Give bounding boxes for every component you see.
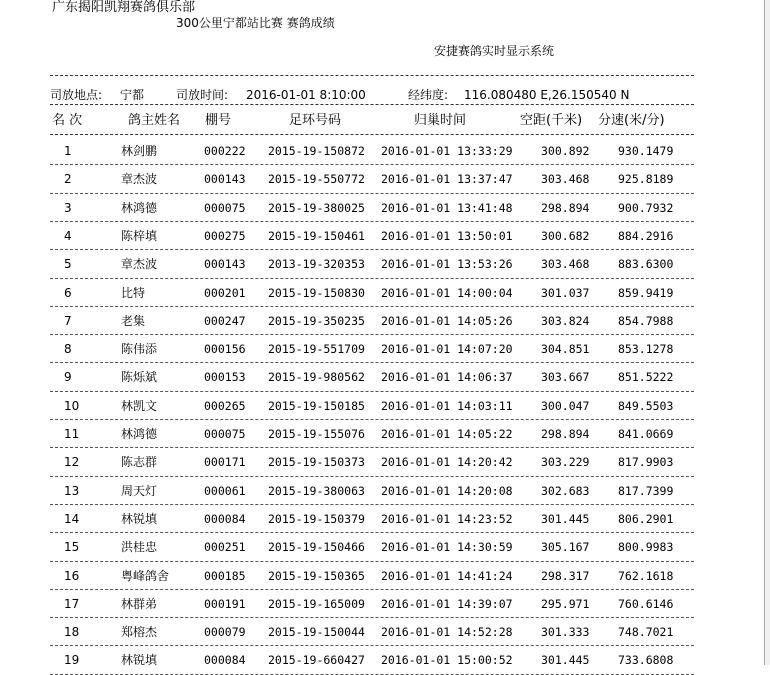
cell-ring: 2015-19-380025	[268, 200, 365, 215]
cell-name: 林鸿德	[121, 427, 158, 441]
cell-dist: 305.167	[541, 540, 590, 555]
cell-speed: 854.7988	[618, 313, 674, 328]
cell-rank: 5	[64, 257, 72, 272]
cell-name: 林群弟	[121, 596, 158, 611]
table-row	[0, 307, 764, 335]
cell-dist: 301.445	[541, 511, 590, 526]
cell-loft: 000143	[204, 257, 246, 272]
cell-rank: 1	[64, 144, 72, 158]
cell-rank: 3	[64, 200, 72, 215]
table-row	[0, 590, 764, 618]
release-time: 2016-01-01 8:10:00	[246, 88, 366, 102]
cell-ring: 2015-19-350235	[268, 313, 365, 328]
table-row	[0, 335, 764, 363]
cell-ring: 2015-19-150185	[268, 398, 365, 413]
cell-name: 章杰波	[121, 172, 158, 187]
col-header-rank: 名 次	[52, 113, 83, 128]
table-row	[0, 646, 764, 674]
cell-ring: 2015-19-150830	[268, 285, 365, 300]
cell-speed: 851.5222	[618, 370, 674, 385]
cell-loft: 000084	[204, 653, 246, 668]
cell-time: 2016-01-01 14:06:37	[381, 370, 513, 385]
cell-time: 2016-01-01 14:52:28	[381, 625, 513, 640]
cell-time: 2016-01-01 13:50:01	[381, 228, 513, 243]
cell-name: 林鸿德	[121, 200, 158, 215]
cell-dist: 298.894	[541, 200, 590, 215]
cell-loft: 000075	[204, 200, 246, 215]
cell-loft: 000061	[204, 483, 246, 498]
release-place-label: 司放地点:	[50, 88, 103, 102]
cell-ring: 2015-19-150872	[268, 144, 365, 158]
cell-time: 2016-01-01 15:00:52	[381, 653, 513, 668]
table-row	[0, 618, 764, 646]
cell-speed: 817.7399	[618, 483, 674, 498]
cell-rank: 13	[64, 483, 80, 498]
col-header-speed: 分速(米/分)	[598, 113, 665, 128]
cell-ring: 2015-19-165009	[268, 596, 365, 611]
cell-name: 陈烁斌	[121, 370, 158, 385]
divider-info	[50, 104, 694, 105]
cell-speed: 733.6808	[618, 653, 674, 668]
cell-name: 林剑鹏	[121, 144, 158, 158]
cell-speed: 883.6300	[618, 257, 674, 272]
release-place: 宁都	[120, 88, 145, 102]
cell-name: 林锐填	[121, 653, 158, 668]
table-row	[0, 562, 764, 590]
cell-time: 2016-01-01 13:33:29	[381, 144, 513, 158]
table-row	[0, 194, 764, 222]
cell-name: 周天灯	[121, 483, 158, 498]
cell-dist: 300.047	[541, 398, 590, 413]
cell-loft: 000201	[204, 285, 246, 300]
cell-dist: 303.667	[541, 370, 590, 385]
cell-time: 2016-01-01 14:39:07	[381, 596, 513, 611]
table-row	[0, 137, 764, 165]
table-row	[0, 477, 764, 505]
cell-rank: 8	[64, 342, 72, 357]
cell-loft: 000171	[204, 455, 246, 470]
cell-name: 陈伟添	[121, 342, 158, 357]
cell-time: 2016-01-01 13:53:26	[381, 257, 513, 272]
cell-dist: 303.824	[541, 313, 590, 328]
cell-rank: 11	[64, 427, 80, 441]
cell-name: 粤峰鸽舍	[121, 568, 170, 583]
cell-speed: 859.9419	[618, 285, 674, 300]
table-row	[0, 250, 764, 278]
cell-speed: 925.8189	[618, 172, 674, 187]
cell-loft: 000251	[204, 540, 246, 555]
cell-rank: 7	[64, 313, 72, 328]
cell-loft: 000143	[204, 172, 246, 187]
cell-ring: 2015-19-551709	[268, 342, 365, 357]
cell-rank: 2	[64, 172, 72, 187]
cell-loft: 000265	[204, 398, 246, 413]
cell-rank: 6	[64, 285, 72, 300]
col-header-time: 归巢时间	[414, 113, 467, 128]
cell-ring: 2015-19-550772	[268, 172, 365, 187]
cell-speed: 760.6146	[618, 596, 674, 611]
table-row	[0, 165, 764, 193]
cell-speed: 853.1278	[618, 342, 674, 357]
cell-ring: 2015-19-150379	[268, 511, 365, 526]
col-header-loft: 棚号	[205, 113, 232, 128]
cell-dist: 295.971	[541, 596, 590, 611]
cell-speed: 930.1479	[618, 144, 674, 158]
table-row	[0, 279, 764, 307]
cell-time: 2016-01-01 14:00:04	[381, 285, 513, 300]
cell-time: 2016-01-01 14:03:11	[381, 398, 513, 413]
cell-ring: 2015-19-155076	[268, 427, 365, 441]
system-title: 安捷赛鸽实时显示系统	[434, 44, 555, 58]
cell-speed: 748.7021	[618, 625, 674, 640]
cell-rank: 16	[64, 568, 80, 583]
divider-header	[50, 134, 694, 135]
cell-rank: 14	[64, 511, 80, 526]
cell-rank: 12	[64, 455, 80, 470]
table-row	[0, 533, 764, 561]
cell-dist: 303.468	[541, 172, 590, 187]
cell-dist: 303.229	[541, 455, 590, 470]
col-header-name: 鸽主姓名	[128, 113, 181, 128]
cell-ring: 2015-19-660427	[268, 653, 365, 668]
cell-name: 郑榕杰	[121, 625, 158, 640]
cell-name: 洪桂忠	[121, 540, 158, 555]
cell-time: 2016-01-01 13:41:48	[381, 200, 513, 215]
cell-speed: 800.9983	[618, 540, 674, 555]
cell-speed: 849.5503	[618, 398, 674, 413]
cell-ring: 2015-19-150466	[268, 540, 365, 555]
cell-rank: 10	[64, 398, 80, 413]
cell-loft: 000222	[204, 144, 246, 158]
cell-loft: 000191	[204, 596, 246, 611]
cell-time: 2016-01-01 14:07:20	[381, 342, 513, 357]
table-row	[0, 392, 764, 420]
cell-dist: 302.683	[541, 483, 590, 498]
cell-rank: 19	[64, 653, 80, 668]
cell-ring: 2015-19-150461	[268, 228, 365, 243]
race-title: 300公里宁都站比赛 赛鸽成绩	[176, 16, 335, 30]
cell-dist: 300.892	[541, 144, 590, 158]
release-time-label: 司放时间:	[176, 88, 229, 102]
cell-dist: 301.037	[541, 285, 590, 300]
cell-loft: 000275	[204, 228, 246, 243]
cell-time: 2016-01-01 14:20:42	[381, 455, 513, 470]
cell-loft: 000247	[204, 313, 246, 328]
cell-dist: 300.682	[541, 228, 590, 243]
cell-rank: 17	[64, 596, 80, 611]
cell-name: 林锐填	[121, 511, 158, 526]
cell-rank: 18	[64, 625, 80, 640]
cell-name: 林凯文	[121, 398, 158, 413]
cell-ring: 2015-19-150044	[268, 625, 365, 640]
table-row	[0, 420, 764, 448]
cell-dist: 301.333	[541, 625, 590, 640]
cell-time: 2016-01-01 14:05:22	[381, 427, 513, 441]
cell-dist: 301.445	[541, 653, 590, 668]
cell-ring: 2015-19-980562	[268, 370, 365, 385]
cell-time: 2016-01-01 14:05:26	[381, 313, 513, 328]
divider-top	[50, 75, 694, 76]
cell-rank: 4	[64, 228, 72, 243]
coords: 116.080480 E,26.150540 N	[464, 88, 630, 102]
cell-time: 2016-01-01 14:20:08	[381, 483, 513, 498]
cell-dist: 304.851	[541, 342, 590, 357]
cell-name: 章杰波	[121, 257, 158, 272]
cell-loft: 000079	[204, 625, 246, 640]
cell-ring: 2015-19-380063	[268, 483, 365, 498]
col-header-ring: 足环号码	[289, 113, 342, 128]
cell-speed: 900.7932	[618, 200, 674, 215]
cell-loft: 000075	[204, 427, 246, 441]
club-title: 广东揭阳凯翔赛鸽俱乐部	[52, 0, 196, 15]
cell-time: 2016-01-01 14:41:24	[381, 568, 513, 583]
cell-time: 2016-01-01 14:30:59	[381, 540, 513, 555]
coords-label: 经纬度:	[408, 88, 449, 102]
cell-name: 陈梓填	[121, 228, 158, 243]
table-row	[0, 505, 764, 533]
cell-time: 2016-01-01 14:23:52	[381, 511, 513, 526]
cell-dist: 298.894	[541, 427, 590, 441]
cell-speed: 884.2916	[618, 228, 674, 243]
cell-dist: 298.317	[541, 568, 590, 583]
cell-loft: 000153	[204, 370, 246, 385]
table-row	[0, 448, 764, 476]
cell-speed: 806.2901	[618, 511, 674, 526]
scrollbar-strip[interactable]	[765, 0, 770, 665]
table-row	[0, 363, 764, 391]
cell-speed: 817.9903	[618, 455, 674, 470]
cell-ring: 2015-19-150373	[268, 455, 365, 470]
cell-speed: 841.0669	[618, 427, 674, 441]
cell-time: 2016-01-01 13:37:47	[381, 172, 513, 187]
cell-name: 陈志群	[121, 455, 158, 470]
cell-ring: 2013-19-320353	[268, 257, 365, 272]
cell-loft: 000185	[204, 568, 246, 583]
cell-rank: 15	[64, 540, 80, 555]
cell-dist: 303.468	[541, 257, 590, 272]
cell-rank: 9	[64, 370, 72, 385]
cell-loft: 000084	[204, 511, 246, 526]
cell-speed: 762.1618	[618, 568, 674, 583]
cell-name: 比特	[121, 285, 146, 300]
cell-name: 老集	[121, 313, 146, 328]
cell-loft: 000156	[204, 342, 246, 357]
cell-ring: 2015-19-150365	[268, 568, 365, 583]
col-header-dist: 空距(千米)	[520, 113, 583, 128]
table-row	[0, 222, 764, 250]
